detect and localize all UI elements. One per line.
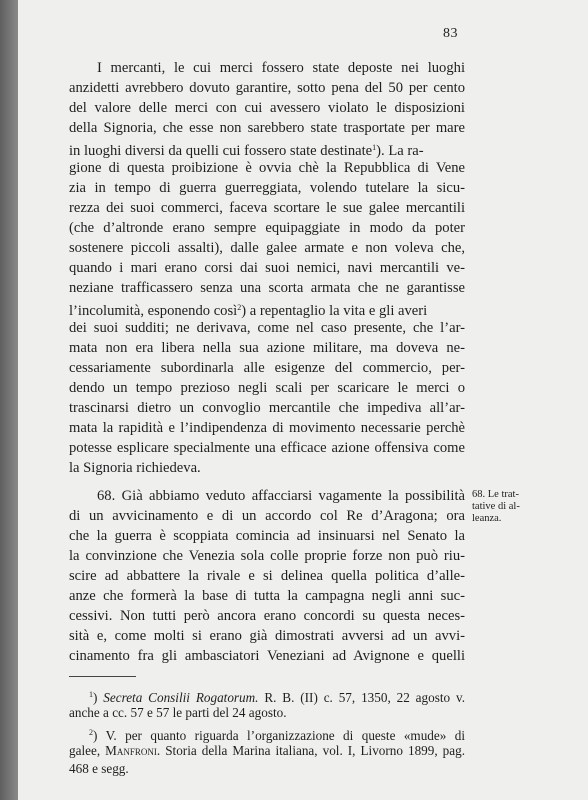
margin-note-line-1: 68. Le trat-: [472, 489, 519, 500]
footnote-separator: [69, 676, 136, 677]
p1-line-13-tail: ) a repentaglio la vita e gli averi: [241, 303, 428, 319]
footnote-1-rest: R. B. (II) c. 57, 1350, 22 agosto v.: [264, 690, 465, 705]
margin-note-line-3: leanza.: [472, 513, 502, 524]
p2-line-5: scire ad abbattere la rivale e si delinea quella politica d’alle-: [69, 568, 465, 584]
p1-line-14: dei suoi sudditi; ne derivava, come nel caso presente, che l’ar-: [69, 320, 465, 336]
footnote-1-line-1: $^1$) Secreta Consilii Rogatorum. R. B. (II) c. 57, 1350, 22 agosto v.: [89, 690, 465, 705]
p1-line-3: del valore delle merci con cui avessero violato le disposizioni: [69, 100, 465, 116]
p1-line-7: zia in tempo di guerra guerreggiata, volendo tutelare la sicu-: [69, 180, 465, 196]
p1-line-10: sostenere piccoli assalti), dalle galee armate e non voleva che,: [69, 240, 465, 256]
p2-line-4: la convinzione che Venezia sola colle proprie forze non può riu-: [69, 548, 465, 564]
footnote-2-line-3: 468 e segg.: [69, 761, 129, 776]
p1-line-9: (che d’altronde erano sempre equipaggiate in modo da poter: [69, 220, 465, 236]
p1-line-19: mata la rapidità e l’indipendenza di movimento necessarie perchè: [69, 420, 465, 436]
p2-line-3: che la guerra è scoppiata comincia ad insinuarsi nel Senato la: [69, 528, 465, 544]
p1-line-4: della Signoria, che esse non sarebbero state trasportate per mare: [69, 120, 465, 136]
p1-line-5-text: in luoghi diversi da quelli cui fossero state destinate: [69, 143, 373, 159]
p1-line-13-text: l’incolumità, esponendo così: [69, 303, 238, 319]
p1-line-11: quando i mari erano corsi dai suoi nemici, navi mercantili ve-: [69, 260, 465, 276]
page-number: 83: [443, 26, 458, 41]
p2-line-8: sità e, come molti si erano già dimostrati avversi ad un avvi-: [69, 628, 465, 644]
p1-line-8: rezza dei suoi commerci, faceva scortare le sue galee mercantili: [69, 200, 465, 216]
p2-line-7: cessivi. Non tutti però ancora erano concordi su questa neces-: [69, 608, 465, 624]
p1-line-12: neziane trafficassero senza una scorta armata che ne garantisse: [69, 280, 465, 296]
margin-note-line-2: tative di al-: [472, 501, 520, 512]
footnote-2-line-1: $^2$) V. per quanto riguarda l’organizzazione di queste «mude» di: [89, 728, 465, 743]
footnote-2-mark: 2: [89, 728, 93, 737]
p1-line-5-tail: ). La ra-: [376, 143, 424, 159]
p2-line-6: anze che formerà la base di tutta la campagna negli anni suc-: [69, 588, 465, 604]
p2-line-2: di un avvicinamento e di un accordo col Re d’Aragona; ora: [69, 508, 465, 524]
p1-line-20: potesse esplicare specialmente una efficace azione offensiva come: [69, 440, 465, 456]
p1-line-18: trascinarsi dietro un convoglio mercantile che impediva all’ar-: [69, 400, 465, 416]
footnote-ref-1: 1: [372, 143, 377, 152]
footnote-2-line-1-text: V. per quanto riguarda l’organizzazione di queste «mude» di: [105, 728, 465, 743]
footnote-1-title: Secreta Consilii Rogatorum.: [103, 690, 259, 705]
footnote-1-mark: 1: [89, 690, 93, 699]
footnote-ref-2: 2: [237, 303, 242, 312]
book-gutter-shadow: [0, 0, 18, 800]
footnote-2-line-2: [69, 742, 465, 760]
p1-line-6: gione di questa proibizione è ovvia chè la Repubblica di Vene: [69, 160, 465, 176]
p1-line-17: dendo un tempo prezioso negli scali per scaricare le merci o: [69, 380, 465, 396]
footnote-2-line-2-rest: . Storia della Marina italiana, vol. I, Livorno 1899, pag.: [156, 743, 466, 758]
p1-line-2: anzidetti avrebbero dovuto garantire, sotto pena del 50 per cento: [69, 80, 465, 96]
p1-line-15: mata non era libera nella sua azione militare, ma doveva ne-: [69, 340, 465, 356]
p2-line-9: cinamento fra gli ambasciatori Veneziani ad Avignone e quelli: [69, 648, 465, 664]
p1-line-21: la Signoria richiedeva.: [69, 460, 201, 476]
footnote-1-line-2: anche a cc. 57 e 57 le parti del 24 agosto.: [69, 705, 287, 720]
footnote-2-line-2-pre: galee,: [69, 743, 101, 758]
footnote-2-author: Manfroni: [105, 743, 157, 758]
p1-line-1: I mercanti, le cui merci fossero state deposte nei luoghi: [97, 60, 465, 76]
p1-line-16: cessariamente subordinarla alle esigenze del commercio, per-: [69, 360, 465, 376]
p2-line-1: 68. Già abbiamo veduto affacciarsi vagamente la possibilità: [97, 488, 465, 504]
